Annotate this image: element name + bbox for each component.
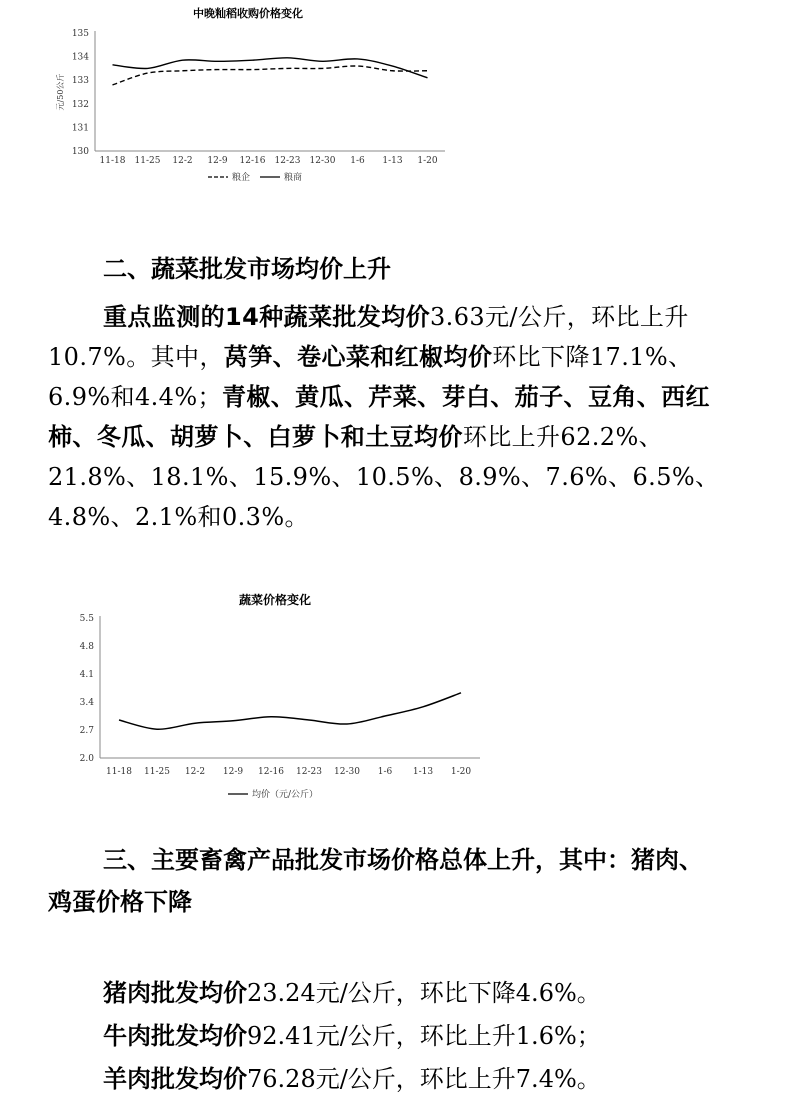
chart2-title: 蔬菜价格变化: [238, 593, 312, 607]
chart2-x-tick-label: 1-20: [450, 767, 472, 777]
chart1-y-tick-label: 130: [71, 147, 89, 157]
chart1-y-tick-label: 132: [71, 99, 89, 110]
rice-price-chart-svg: [50, 0, 460, 190]
pork-label: 猪肉批发均价: [103, 979, 247, 1007]
chart1-y-tick-label: 135: [71, 29, 89, 39]
chart2-y-tick-label: 4.1: [79, 670, 94, 680]
section3-heading-cont: [48, 885, 192, 919]
chart1-title: 中晚籼稻收购价格变化: [193, 7, 303, 20]
chart1-series-line-2: [113, 58, 428, 78]
chart2-series-line-1: [119, 693, 461, 729]
mutton-label: 羊肉批发均价: [103, 1065, 247, 1093]
chart1-legend-label: 粮企: [232, 173, 251, 183]
chart1-y-tick-label: 134: [71, 52, 89, 63]
chart1-y-tick-label: 131: [71, 123, 89, 134]
chart1-x-tick-label: 11-18: [99, 156, 126, 166]
beef-text: 92.41元/公斤，环比上升1.6%；: [247, 1022, 601, 1050]
chart1-x-tick-label: 12-23: [274, 156, 301, 166]
chart1-x-tick-label: 12-9: [207, 156, 228, 166]
section3-heading: [103, 843, 793, 877]
section2-p3: 莴笋、卷心菜和红椒均价: [223, 343, 493, 371]
section2-heading-text: 二、蔬菜批发市场均价上升: [103, 255, 391, 283]
chart1-x-tick-label: 1-6: [350, 156, 365, 166]
mutton-text: 76.28元/公斤，环比上升7.4%。: [247, 1065, 601, 1093]
chart1-x-tick-label: 1-13: [382, 156, 403, 166]
chart2-x-tick-label: 1-13: [412, 767, 434, 777]
chart2-x-tick-label: 12-16: [258, 767, 284, 777]
chart1-x-tick-label: 11-25: [134, 156, 161, 166]
chart1-x-tick-label: 12-2: [172, 156, 193, 166]
chart2-legend-label: 均价（元/公斤）: [252, 790, 319, 800]
section2-p4: 环比下降17.1%、6.9%和4.4%；: [48, 343, 693, 411]
chart2-x-tick-label: 12-9: [222, 767, 244, 777]
chart2-y-tick-label: 2.0: [79, 754, 94, 764]
pork-line: [103, 973, 601, 1013]
chart1-x-tick-label: 1-20: [417, 156, 438, 166]
section2-p2: 3.63元/公斤，环比上升10.7%。其中，: [48, 303, 689, 371]
chart2-y-tick-label: 3.4: [79, 698, 94, 708]
chart1-y-axis-label: 元/50公斤: [56, 73, 65, 111]
mutton-line: [103, 1059, 601, 1099]
vegetable-price-chart-svg: [60, 585, 490, 805]
section2-heading: [103, 252, 391, 286]
chart2-y-tick-label: 2.7: [79, 726, 94, 736]
beef-line: [103, 1016, 601, 1056]
vegetable-price-chart: [60, 585, 490, 805]
rice-price-chart: [50, 0, 460, 190]
section3-heading-line2: 鸡蛋价格下降: [48, 888, 192, 916]
pork-text: 23.24元/公斤，环比下降4.6%。: [247, 979, 601, 1007]
chart2-y-tick-label: 5.5: [79, 614, 94, 624]
chart2-x-tick-label: 12-2: [184, 767, 206, 777]
chart1-x-tick-label: 12-30: [309, 156, 336, 166]
chart1-series-line-1: [113, 66, 428, 85]
section2-paragraph: [48, 297, 748, 537]
chart2-x-tick-label: 11-18: [106, 767, 132, 777]
chart2-x-tick-label: 12-30: [334, 767, 360, 777]
section2-p6: 环比上升62.2%、21.8%、18.1%、15.9%、10.5%、8.9%、7.6%、6.5%、4.8%、2.1%和0.3%。: [48, 423, 720, 531]
chart2-x-tick-label: 11-25: [144, 767, 170, 777]
chart1-y-tick-label: 133: [71, 76, 89, 87]
chart1-legend-label: 粮商: [284, 173, 303, 183]
chart2-x-tick-label: 12-23: [296, 767, 322, 777]
chart1-x-tick-label: 12-16: [239, 156, 266, 166]
section2-p1: 重点监测的14种蔬菜批发均价: [103, 303, 430, 331]
chart2-y-tick-label: 4.8: [79, 642, 94, 652]
beef-label: 牛肉批发均价: [103, 1022, 247, 1050]
section2-p5: 青椒、黄瓜、芹菜、芽白、茄子、豆角、西红柿、冬瓜、胡萝卜、白萝卜和土豆均价: [48, 383, 710, 451]
section3-heading-line1: 三、主要畜禽产品批发市场价格总体上升，其中：猪肉、: [103, 846, 703, 874]
chart2-x-tick-label: 1-6: [377, 767, 393, 777]
